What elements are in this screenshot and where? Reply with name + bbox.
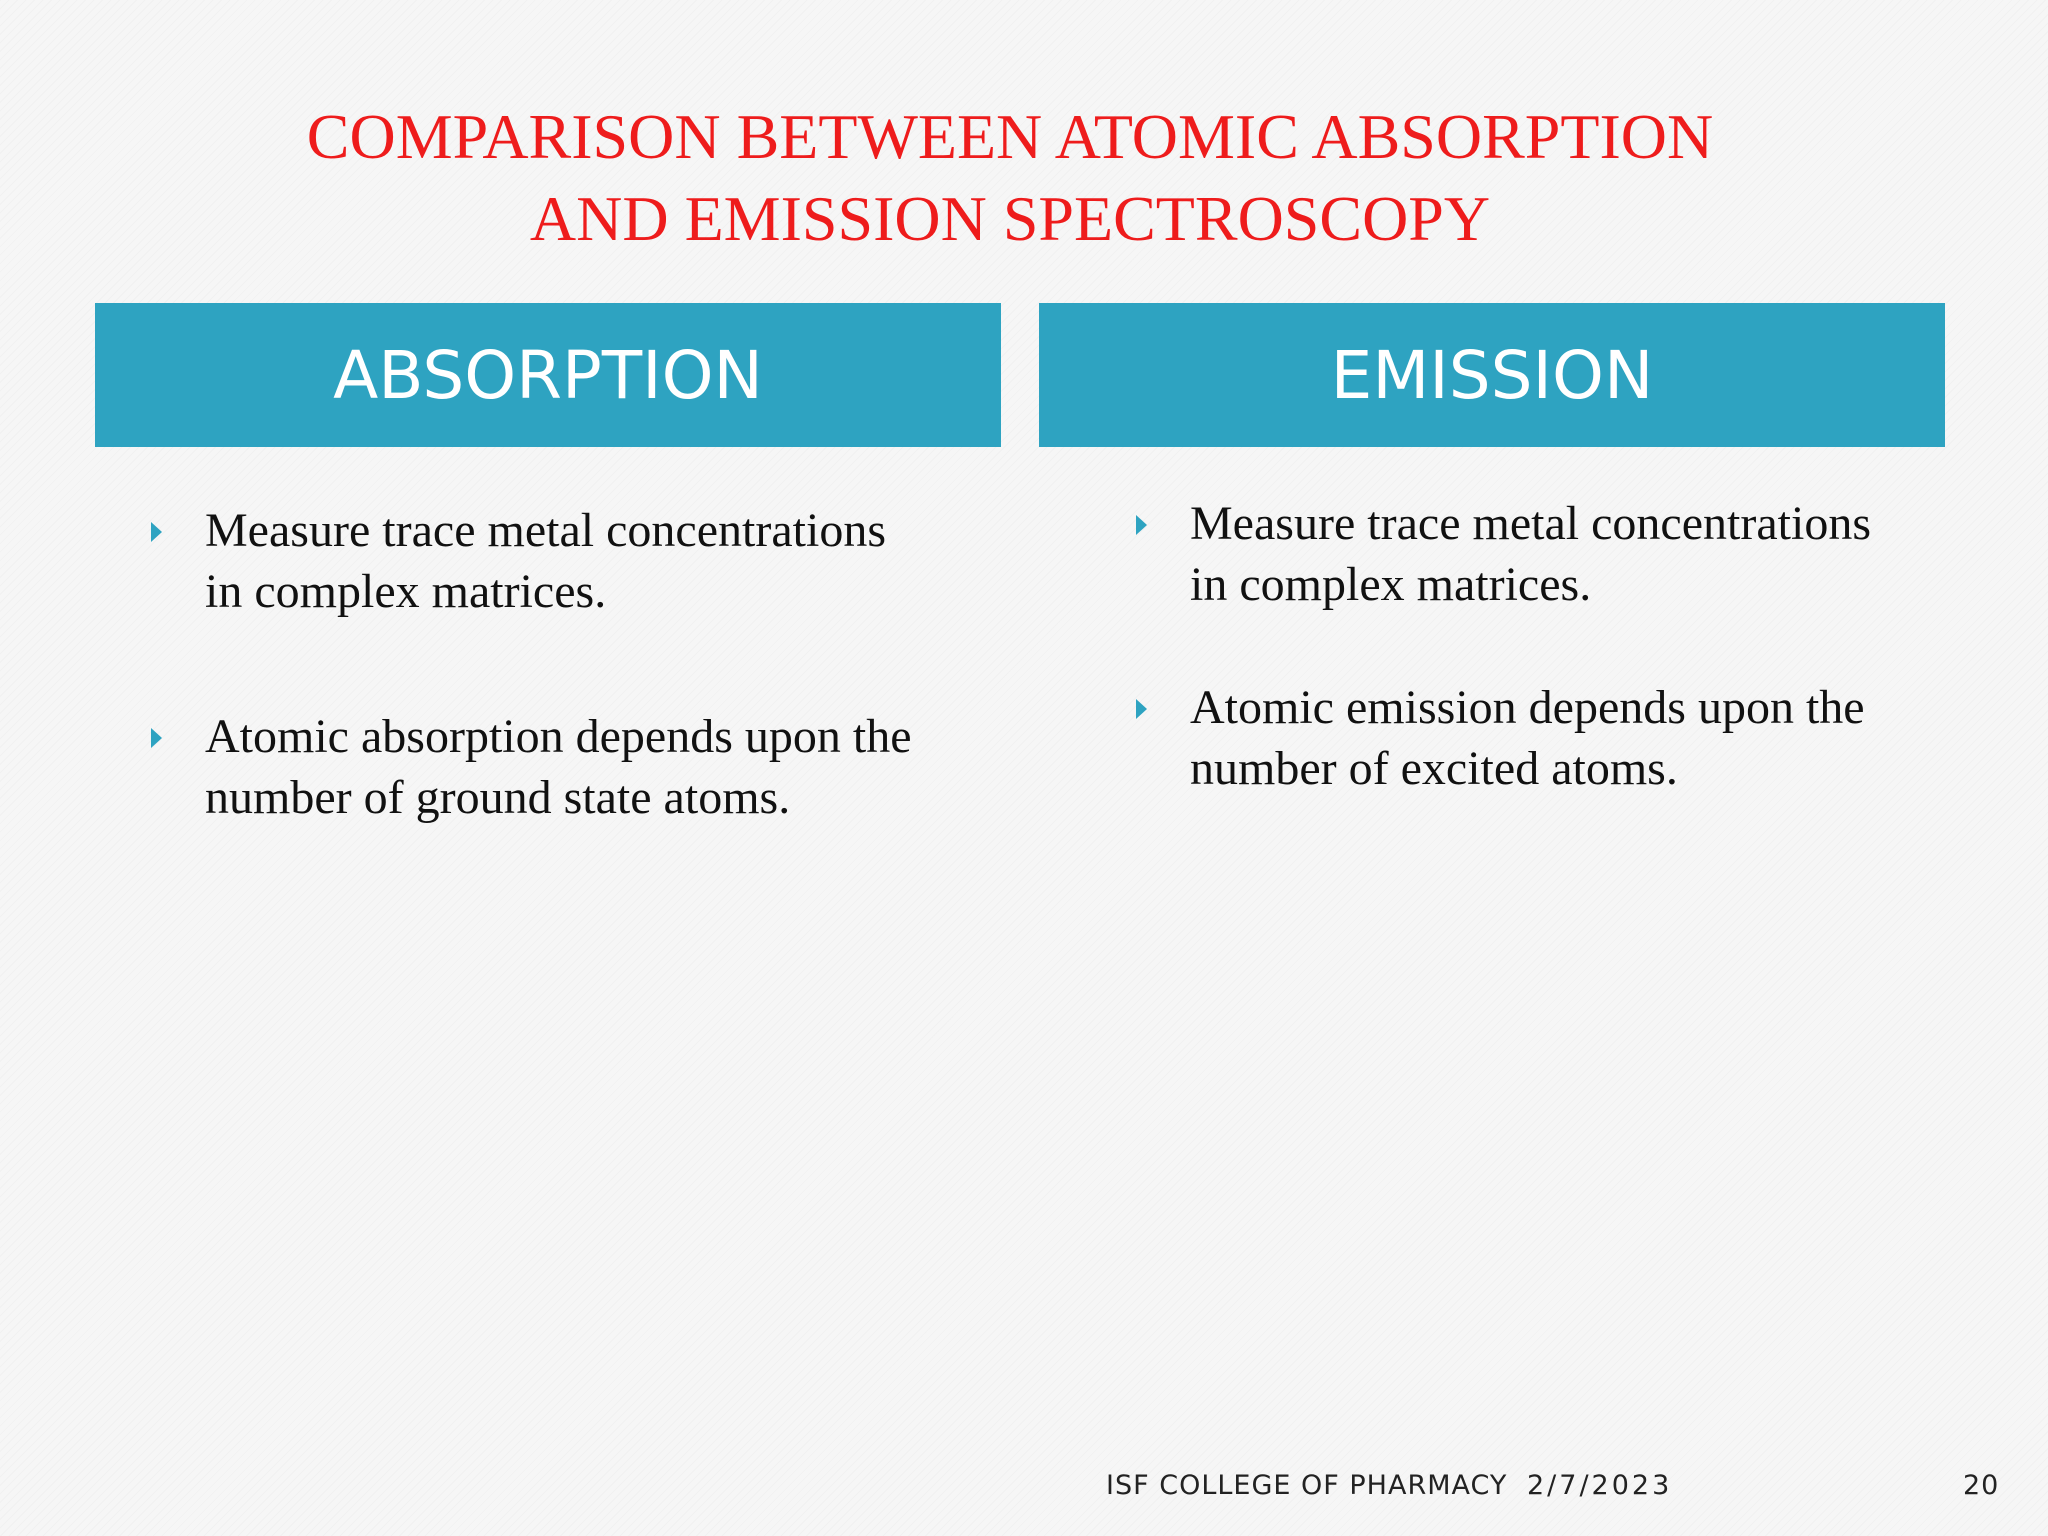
triangle-right-icon — [1136, 515, 1147, 535]
list-item — [1128, 493, 1908, 615]
title-line-2: AND EMISSION SPECTROSCOPY — [529, 183, 1491, 254]
bullet-text: Measure trace metal concentrations in complex matrices. — [205, 504, 886, 618]
absorption-column-header — [95, 303, 1001, 447]
bullet-text: Measure trace metal concentrations in complex matrices. — [1190, 497, 1871, 611]
emission-column-header — [1039, 303, 1945, 447]
page-number: 20 — [1963, 1470, 2000, 1501]
emission-bullet-list — [1128, 493, 1908, 861]
list-item — [143, 500, 923, 622]
absorption-header-label: ABSORPTION — [333, 336, 763, 414]
absorption-bullet-list — [143, 500, 923, 912]
title-line-1: COMPARISON BETWEEN ATOMIC ABSORPTION — [306, 101, 1714, 172]
footer-date: 2/7/2023 — [1527, 1470, 1673, 1501]
triangle-right-icon — [151, 728, 162, 748]
bullet-text: Atomic absorption depends upon the number of ground state atoms. — [205, 710, 912, 824]
list-item — [143, 706, 923, 828]
bullet-text: Atomic emission depends upon the number of excited atoms. — [1190, 681, 1865, 795]
triangle-right-icon — [151, 522, 162, 542]
emission-header-label: EMISSION — [1330, 336, 1654, 414]
list-item — [1128, 677, 1908, 799]
slide-title — [180, 96, 1840, 260]
footer-organization: ISF COLLEGE OF PHARMACY — [1106, 1470, 1508, 1501]
triangle-right-icon — [1136, 699, 1147, 719]
